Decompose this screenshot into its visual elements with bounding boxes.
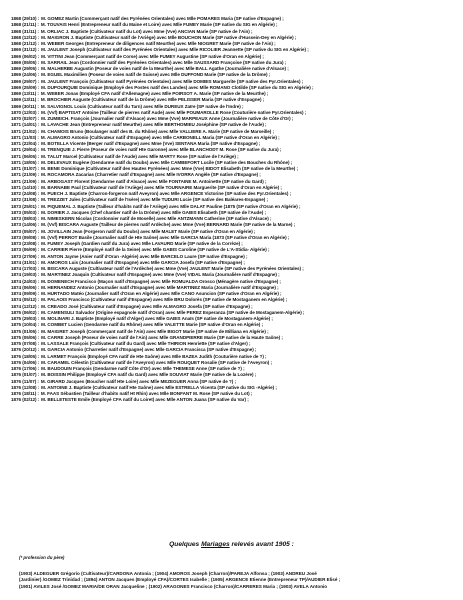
entry-text: M. TALUT Marcel (Cultivateur natif de l'Aude) avec Mlle MARTY Rose (SP native de l'Ariège) ; xyxy=(41,153,239,159)
entry-date: 1875 (05/06) : xyxy=(11,334,40,340)
entry-text: M. WEBER Jonas (Employé CFA natif d'Allemagne) avec Mlle POIRSOT A. Marie (SP native de la Meurthe) ; xyxy=(40,91,269,96)
entry-date: 1869 (24/06) : xyxy=(11,72,40,78)
entry-date: 1869 (25/09) : xyxy=(11,84,40,90)
entry-date: 1869 (06/02) : xyxy=(11,53,40,59)
entry-text: M. TOUVAIS Henri (Entrepreneur natif du Maine et Loire) avec Mlle FUMEY Marie (SP native du SIG en Algérie) ; xyxy=(40,22,278,28)
entry-text: M. HURTADO Matéo (Journalier natif d'Oran en Algérie) avec Mlle CANO Asuncion (SP native d'Oran en Algérie) ; xyxy=(41,291,282,296)
entry-text: M. BARNABE Paul (Cultivateur natif de l'Ariège) avec Mlle TOURNAIRE Marguerite (SP native d'Oran en Algérie) ; xyxy=(41,184,282,190)
entry-text: M. JAULENT Joseph (Cultivateur natif des Pyrénées Orientales) avec Mlle RICOLIER Jeannette (SP native du SIG en Algérie) ; xyxy=(41,47,309,53)
entry-date: 1875 (01/05) : xyxy=(11,328,40,334)
entry-date: 1875 (07/08) : xyxy=(11,341,40,346)
entry-date: 1871 (21/09) : xyxy=(11,178,40,184)
entry-text: M. NIMESKERN Nicolas (Cordonnier natif de Moselle) avec Mlle ANTZMANN Catherine (SP native d'Alsace) ; xyxy=(41,216,272,221)
entry-date: 1873 (05/07) : xyxy=(11,228,40,234)
entry-date: 1874 (24/03) : xyxy=(11,278,40,284)
entry-text: M. BELLETESTE Emile (Employé CFA natif du Loiret) avec Mlle ANTON Juana (SP native du Var) ; xyxy=(41,397,249,403)
entry-text: M. WEBER Georges (Entrepreneur de diligences natif Meurthe) avec Mlle NIOGRET Marie (SP native de l'Ain) ; xyxy=(41,41,276,46)
entry-date: 1868 (29/10) : xyxy=(11,16,40,21)
heading-underlined-word: Mariages xyxy=(201,541,230,548)
additional-line: (Jardinier) /GOMEZ Trinidad ; (1894) ANTON Jacques (Employé CFA)/CORTES Isabelle ; (1905) ARGENCE Etienne (Entrepreneur TP)/AUDIER Elisé ; xyxy=(19,577,341,583)
entry-date: 1869 (30/11) : xyxy=(11,103,39,109)
entry-date: 1876 (20/12) : xyxy=(11,347,40,353)
entry-date: 1873 (14/06) : xyxy=(11,222,40,228)
entry-date: 1873 (25/01) : xyxy=(11,203,40,209)
entry-date: 1872 (24/08) : xyxy=(11,191,40,196)
entry-text: M. JAULENT François (Cultivateur natif Pyrénées Orientales) avec Mlle DOMBIS Marguerite (SP native des Pyr.Orientales) ; xyxy=(41,78,304,84)
entry-text: M. HERNANDEZ Antonio (Journalier natif d'Espagne) avec Mlle MARTINEZ Maria (Journalière natif d'Espagne) ; xyxy=(41,284,279,290)
entry-text: M. ORLIAC J. Baptiste (Cultivateur natif du Lot) avec Mme (Vve) ANCIAN Marie (SP native de l'Ain) ; xyxy=(40,28,253,34)
entry-date: 1871 (01/07) : xyxy=(11,166,40,171)
entry-date: 1869 (29/05) : xyxy=(11,66,40,71)
entry-text: M. MOLINARI J. Baptiste (Employé natif d'Alger) avec Mlle GABIS Anaïs (SP native de Mostaganem-Algérie) ; xyxy=(41,316,273,321)
entry-text: M. (Vvf) BISCARA Auguste (Tailleur de pierres natif Ardèche) avec Mme (Vve) BERNARD Marie (SP native de la Marne) ; xyxy=(41,222,296,228)
entry-date: 1873 (06/09) : xyxy=(11,247,40,253)
entry-text: M. CARAMEL Célestin (Cultivateur natif de l'Aveyron) avec Mlle ROUQUET Rosalie (SP native de l'Aveyron) ; xyxy=(41,359,272,365)
entry-text: M. CARRE Joseph (Poseur de voies natif de l'Ain) avec Mlle GRANDPIERRE Marie (SP native de la Haute Saône) ; xyxy=(41,334,283,340)
entry-text: M. CARRIER Pierre (Employé natif de la Seine) avec Mlle GABIS Caroline (SP native de L'A-Stidia- Algérie) ; xyxy=(41,247,270,253)
entry-text: M. BOTELLA Vicente (Berger natif d'Espagne) avec Mme (Vve) SENTANA Maria (SP native d'Espagne) ; xyxy=(41,141,261,146)
additional-line: (1903) ALDEGUER Grégorio (Cultivateur)/CARDONA Antonia ; (1904) AMOROS Joseph (Charron)/PAREJA Alfonsa ; (1903) ANDREU José xyxy=(19,571,317,576)
entry-text: M. PALAOIS Francisco (Cultivateur natif d'Espagne) avec Mlle BRU Dolorès (SP native de Mostaganem en Algérie) ; xyxy=(41,297,288,303)
entry-date: 1871 (18/05) : xyxy=(11,159,40,165)
entry-date: 1871 (21/09) : xyxy=(11,172,40,178)
entry-text: M. TREZZET Jules (Cultivateur natif de l'Isère) avec Mlle TUDURI Lucie (SP native des Baléares-Espagne) ; xyxy=(41,197,268,203)
entry-date: 1874 (09/09) : xyxy=(11,291,40,296)
entry-date: 1876 (18/11) : xyxy=(11,391,39,396)
entry-date: 1870 (02/07) : xyxy=(11,116,40,121)
entry-date: 1873 (08/03) : xyxy=(11,216,40,221)
entry-text: M. TRENQUIE J. Pierre (Poseur de voies natif Hte Garonne) avec Mlle BLANCHODT M. Rose (SP native du Jura) ; xyxy=(41,147,282,153)
entry-text: M. FUMEY Joseph (Gardien natif du Jura) avec Mlle LAVAURD Marie (SP native de la Corrèze) ; xyxy=(41,241,243,246)
entry-text: M. BISCARA Auguste (Cultivateur natif de l'Ardèche) avec Mme (Vve) JAULENT Marie (SP native des Pyrénées Orientales) ; xyxy=(41,266,304,271)
entry-text: M. BOISSIN Philippe (Employé CFA natif du Gard) avec Mlle SOUVIAT Marie (SP native de la Lozère) ; xyxy=(41,372,257,378)
entry-date: 1871 (29/04) : xyxy=(11,147,40,153)
entry-date: 1872 (31/08) : xyxy=(11,197,40,203)
entry-text: M. ARBOGAST Florent (Gendarme natif d'Alsace) avec Mlle FONTAINE M. Antoinette (SP native du Gard) ; xyxy=(41,178,267,184)
entry-date: 1869 (05/05) : xyxy=(11,59,40,65)
entry-text: M. ANTON Jayme (Anier natif d'Oran -Algérie) avec Mlle BARCELO Laure (SP native d'Espagne) ; xyxy=(41,253,248,259)
entry-text: M. LAVACHE Jean (Entrepreneur natif Meurthe) avec Mlle BERTHOMIEU Joséphine (SP native de l'Aude) ; xyxy=(41,122,267,128)
entry-date: 1870 (12/03) : xyxy=(11,109,40,115)
entry-date: 1874 (17/03) : xyxy=(11,266,40,271)
entry-date: 1869 (29/07) : xyxy=(11,78,40,84)
entry-date: 1876 (01/07) : xyxy=(11,372,40,378)
entry-date: 1871 (22/04) : xyxy=(11,141,40,146)
entry-text: M. AMOROS Luis (Journalier natif d'Espagne) avec Mlle GARCIA Josefa (SP native d'Espagne) ; xyxy=(41,259,245,265)
entry-date: 1869 (31/12) : xyxy=(11,47,40,53)
entry-text: M. MAIGRET Joseph (Commerçant natif de l'Ain) avec Mlle BIGOT Marie (SP native de Milliana en Algérie) ; xyxy=(41,328,269,334)
entry-text: M. MALHERBE Augustin (Poseur de voies natif de la Meurthe) avec Mlle BALL Agathe (Journalière native d'Alsace) ; xyxy=(41,66,289,71)
entry-date: 1874 (05/12) : xyxy=(11,297,40,303)
entry-date: 1876 (04/06) : xyxy=(11,359,40,365)
entry-date: 1876 (11/07) : xyxy=(11,378,39,384)
entry-text: M. DELEVAUX Eugène (Gendarme natif du Doubs) avec Mlle CAMBEFORT Lucile (SP native des Bouches du Rhône) ; xyxy=(41,159,293,165)
profession-note: (* profession du père) xyxy=(19,555,65,560)
entry-text: M. JOVILLAIN Jean (Forgeron natif du Doubs) avec Mlle MALET Marie (SP native d'Oran en Algérie) ; xyxy=(41,228,256,234)
marriage-entry xyxy=(11,397,451,403)
entry-text: M. BROCHIER Auguste (Cultivateur natif de la Drôme) avec Mlle PELISSER Maria (SP native d'Espagne) ; xyxy=(40,97,265,103)
entry-text: M. GOMEZ Martin (Commerçant natif des Pyrénées Orientales) avec Mlle POMARES Maria (SP native d'Espagne) ; xyxy=(41,16,284,21)
entry-date: 1874 (19/03) : xyxy=(11,272,40,278)
entry-text: M. ANTOINE J. Baptiste (Cultivateur natif Hte Saône) avec Mlle ESTRELLA Vicenta (SP native du SIG -Algérie) ; xyxy=(41,384,277,390)
entry-text: M. COMBET Lucien (Gendarme natif du Rhône) avec Mlle VALETTE Marie (SP native d'Oran en Algérie) ; xyxy=(41,322,263,328)
entry-date: 1875 (10/04) : xyxy=(11,322,40,328)
entry-text: M. GARCIA Antonio (Charretier natif d'Espagne) avec Mlle GARCIA Francisca (SP native d'Espagne) ; xyxy=(41,347,257,353)
entry-text: M. (Vvf) BAPTISAT Antoine (Tailleur de pierres natif Aude) avec Mlle POUMAROLLE Rose (Couturière native Pyr.Orientales) ; xyxy=(41,109,307,115)
entry-text: M. PIQUEMAL J. Baptiste (Tailleur d'habits natif de l'Ariège) avec Mlle DALAT Pauline (1875 (SP native d'Oran en Algérie) ; xyxy=(41,203,301,209)
entry-text: M. DUPOURQUIE Dominique (Employé des Postes natif des Landes) avec Mlle ROMANO Clotilde (SP native du SIG en Algérie) ; xyxy=(41,84,314,90)
entry-text: M. CREADO José (Cultivateur natif d'Espagne) avec Mlle ALMAGRO Josefa (SP native d'Espagne) ; xyxy=(41,303,253,309)
entry-date: 1868 (31/11) : xyxy=(11,28,39,34)
entry-date: 1871 (14/01) : xyxy=(11,122,40,128)
entry-date: 1876 (02/12) : xyxy=(11,397,40,403)
section-heading xyxy=(0,541,463,548)
entry-text: M. FAAS Sébastien (Tailleur d'habits natif Ht Rhin) avec Mlle BONFANT M. Rose (SP native du Lot) ; xyxy=(40,391,253,396)
entry-text: M. BAUDOUIN François (Gendarme natif Côte d'Or) avec Mlle THEMESE Anne (SP native de ?) ; xyxy=(41,366,245,371)
entry-date: 1871 (11/03) : xyxy=(11,134,39,140)
entry-text: M. VITTINI Jean (Commerçant natif de Corse) avec Mlle FUMEY Augustine (SP native d'Oran en Algérie) ; xyxy=(41,53,264,59)
additional-marriages xyxy=(19,571,449,590)
marriage-list xyxy=(11,16,451,404)
entry-date: 1873 (27/09) : xyxy=(11,253,40,259)
entry-text: M. CAMENSULI Salvador (Origine espagnole natif d'Oran) avec Mlle PEREZ Esperanza (SP native de Mostaganem-Algérie) ; xyxy=(41,309,305,315)
entry-text: M. LARMET François (Employé CFA natif de Hte Saône) avec Mlle BAZEA Judith (Couturière native de ?) ; xyxy=(41,353,267,359)
entry-date: 1876 (17/06) : xyxy=(11,366,40,371)
entry-date: 1874 (12/12) : xyxy=(11,303,40,309)
entry-date: 1876 (12/08) : xyxy=(11,384,40,390)
entry-date: 1873 (09/08) : xyxy=(11,234,40,240)
entry-date: 1876 (18/05) : xyxy=(11,353,40,359)
entry-date: 1874 (31/01) : xyxy=(11,259,40,265)
entry-text: M. CHAMOIS Bruno (Boulanger natif des B. du Rhône) avec Mlle VALLIERE A. Marie (SP native de Marseille) ; xyxy=(41,128,274,134)
heading-prefix: Quelques xyxy=(169,541,202,548)
entry-text: M. PUECH J. Baptiste (Charron-forgeron natif Aveyron) avec Mlle ARGENCE Victorine (SP native des Pyr.Orientales) ; xyxy=(41,191,292,196)
entry-text: M. SALVIGNOL Louis (Cultivateur natif du Tarn) avec Mlle DUREUX Zaïre (SP native de l'Indre) ; xyxy=(40,103,244,109)
entry-date: 1871 (14/10) : xyxy=(11,184,40,190)
entry-date: 1875 (06/02) : xyxy=(11,309,40,315)
entry-text: M. ALMAGRO Antonio (Cultivateur natif d'Espagne) avec Mlle CARBONELL Maria (SP native d'Oran en Algérie) ; xyxy=(40,134,280,140)
entry-text: M. MAIGRON J. Baptiste (Cultivateur natif de l'Ariège) avec Mlle BOUCHON Marie (SP native d'Hussein-Dey en Algérie) ; xyxy=(41,34,297,40)
entry-text: M. GIRARD Jacques (Boucher natif Hte Loire) avec Mlle MEZEGUER Anna (SP native de ?) ; xyxy=(40,378,236,384)
entry-date: 1874 (06/06) : xyxy=(11,284,40,290)
entry-date: 1871 (06/05) : xyxy=(11,153,40,159)
entry-text: M. (Vvf) PERROT Basile (Journalier natif de Hte Saône) avec Mlle GARCIA Maria (1873 (SP native d'Oran en Algérie) ; xyxy=(41,234,290,240)
entry-text: M. EGUEL Maximilien (Poseur de voies natif de Suisse) avec Mlle DUFFOND Marie (SP native de la Drôme) ; xyxy=(41,72,271,78)
additional-line: (1901) AVILES José /GOMEZ MARIA/DE ORAN Jacqueline ; (1902) ARAGONES Francisco (Charron)/CARRERES Maria ; (1903) AVELA Antonio xyxy=(19,583,328,589)
entry-text: M. BENE Dominique (Cultivateur natif des Hautes Pyrénées) avec Mme (Vve) BIDOT Elisabeth (SP native de la Meurthe) ; xyxy=(41,166,298,171)
entry-text: M. ZUMBICH. François (Journalier natif d'Alsace) avec Mme (Vve) MARPEAUX Anne (Journalière native de Côte d'Or) ; xyxy=(41,116,294,121)
entry-date: 1871 (21/02) : xyxy=(11,128,40,134)
entry-date: 1873 (05/03) : xyxy=(11,209,40,215)
entry-text: M. LASSALE François (Cultivateur natif du Gard) avec Mlle THIRION Henriette (SP native d'Alger) ; xyxy=(41,341,251,346)
entry-date: 1868 (21/11) : xyxy=(11,22,39,28)
entry-date: 1873 (23/08) : xyxy=(11,241,40,246)
entry-text: M. DORIER J. Jacques (Chef chantier natif de la Drôme) avec Mlle GABIS Elisabeth (SP native de l'Aude) ; xyxy=(41,209,266,215)
entry-text: M. SARRAIL Jean (Cordonnier natif des Pyrénées Orientales) avec Mlle SAUSSARD Françoise (SP native du Jura) ; xyxy=(41,59,287,65)
entry-date: 1868 (12/12) : xyxy=(11,34,40,40)
entry-text: M. MARTINEZ Joaquin (Cultivateur natif d'Espagne) avec Mme (Vve) VIDAL Maria (Journalière natif d'Espagne) ; xyxy=(41,272,280,278)
entry-text: M. DOMENECH Francisco (Maçon natif d'Espagne) avec Mlle ROMUALDA Orosco (Ménagère native d'Espagne) ; xyxy=(41,278,281,284)
entry-date: 1869 (13/11) : xyxy=(11,97,39,103)
entry-date: 1868 (21/12) : xyxy=(11,41,40,46)
entry-text: M. ROCAMORA Zacarias (Charretier natif d'Espagne) avec Mlle IVORRA Angèle (SP native d'Espagne) ; xyxy=(41,172,261,178)
heading-suffix: relevés avant 1905 : xyxy=(229,541,294,548)
entry-date: 1869 (13/11) : xyxy=(11,91,39,96)
entry-date: 1875 (29/03) : xyxy=(11,316,40,321)
